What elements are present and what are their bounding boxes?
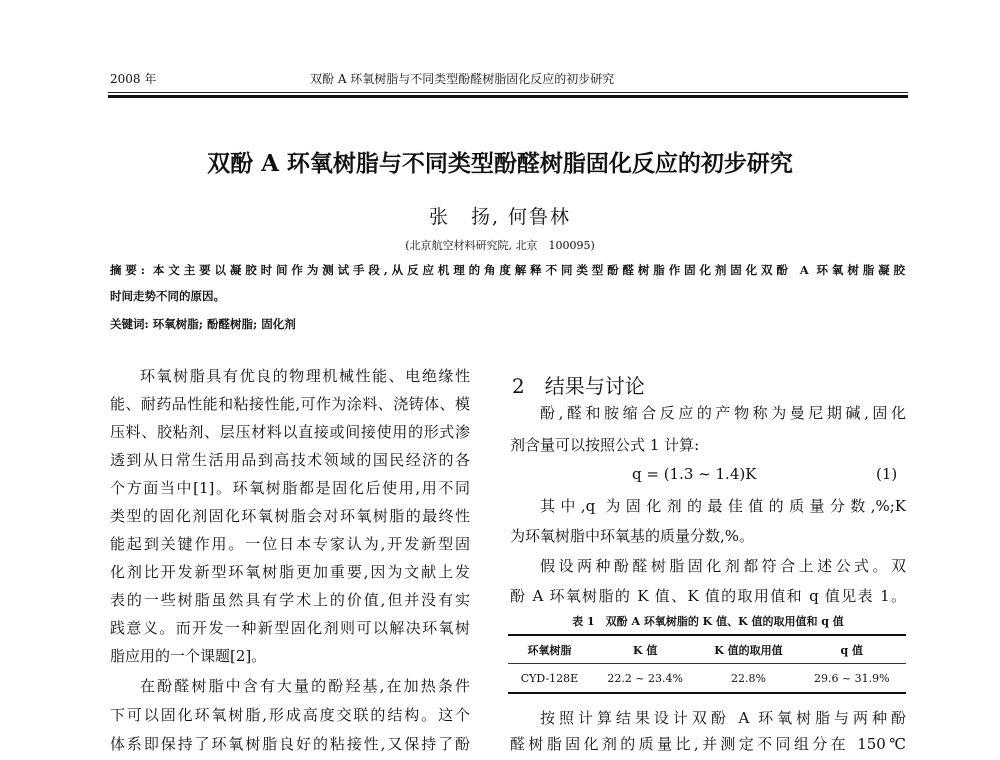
body-line: 透到从日常生活用品到高技术领域的国民经济的各	[110, 451, 470, 469]
header-year: 2008 年	[110, 72, 157, 86]
keywords: 关键词: 环氧树脂; 酚醛树脂; 固化剂	[110, 317, 296, 331]
body-line: 能、耐药品性能和粘接性能,可作为涂料、浇铸体、模	[110, 395, 470, 413]
table-cell: 22.8%	[699, 664, 797, 694]
body-line: 下可以固化环氧树脂,形成高度交联的结构。这个	[110, 706, 470, 724]
body-line: 环氧树脂具有优良的物理机械性能、电绝缘性	[140, 367, 470, 385]
table-header: 环氧树脂	[508, 635, 591, 664]
body-line: 酚 A 环氧树脂的 K 值、K 值的取用值和 q 值见表 1。	[510, 587, 906, 605]
table-header: K 值的取用值	[699, 635, 797, 664]
authors: 张 扬, 何鲁林	[428, 206, 572, 228]
body-line: 化剂比开发新型环氧树脂更加重要,因为文献上发	[110, 563, 470, 581]
table-row	[508, 664, 906, 694]
body-line: 为环氧树脂中环氧基的质量分数,%。	[510, 527, 755, 545]
running-title: 双酚 A 环氧树脂与不同类型酚醛树脂固化反应的初步研究	[310, 72, 615, 86]
body-line: 醛树脂固化剂的质量比,并测定不同组分在 150℃	[510, 735, 906, 753]
body-line: 表的一些树脂虽然具有学术上的价值,但并没有实	[110, 591, 470, 609]
body-line: 类型的固化剂固化环氧树脂会对环氧树脂的最终性	[110, 507, 470, 525]
body-line: 能起到关键作用。一位日本专家认为,开发新型固	[110, 535, 470, 553]
table-header-row	[508, 635, 906, 664]
body-line: 体系即保持了环氧树脂良好的粘接性,又保持了酚	[110, 735, 470, 753]
table-header: K 值	[591, 635, 699, 664]
table-cell: CYD-128E	[508, 664, 591, 694]
body-line: 剂含量可以按照公式 1 计算:	[510, 436, 700, 454]
table-caption: 表 1 双酚 A 环氧树脂的 K 值、K 值的取用值和 q 值	[572, 615, 844, 628]
body-line: 个方面当中[1]。环氧树脂都是固化后使用,用不同	[110, 479, 470, 497]
table-cell: 29.6 ~ 31.9%	[798, 664, 906, 694]
formula-number: (1)	[876, 465, 898, 483]
formula: q = (1.3 ~ 1.4)K	[632, 465, 757, 483]
body-line: 压料、胶粘剂、层压材料以直接或间接使用的形式渗	[110, 423, 470, 441]
abstract-line: 摘要: 本文主要以凝胶时间作为测试手段,从反应机理的角度解释不同类型酚醛树脂作固化剂固化双酚 A 环氧树脂凝胶	[110, 263, 905, 277]
body-line: 其中,q 为固化剂的最佳值的质量分数,%;K	[540, 497, 906, 515]
header-rule	[108, 92, 908, 93]
body-line: 在酚醛树脂中含有大量的酚羟基,在加热条件	[140, 677, 470, 695]
affiliation: (北京航空材料研究院, 北京 100095)	[405, 239, 595, 252]
table-cell: 22.2 ~ 23.4%	[591, 664, 699, 694]
body-line: 践意义。而开发一种新型固化剂则可以解决环氧树	[110, 619, 470, 637]
table-header: q 值	[798, 635, 906, 664]
data-table	[508, 634, 906, 694]
abstract-line: 时间走势不同的原因。	[110, 289, 225, 303]
body-line: 脂应用的一个课题[2]。	[110, 647, 267, 665]
paper-title: 双酚 A 环氧树脂与不同类型酚醛树脂固化反应的初步研究	[207, 150, 793, 177]
body-line: 按照计算结果设计双酚 A 环氧树脂与两种酚	[540, 709, 906, 727]
section-heading: 2 结果与讨论	[512, 374, 645, 398]
body-line: 假设两种酚醛树脂固化剂都符合上述公式。双	[540, 557, 906, 575]
header-rule-thick	[108, 95, 908, 98]
body-line: 酚,醛和胺缩合反应的产物称为曼尼期碱,固化	[540, 404, 906, 422]
